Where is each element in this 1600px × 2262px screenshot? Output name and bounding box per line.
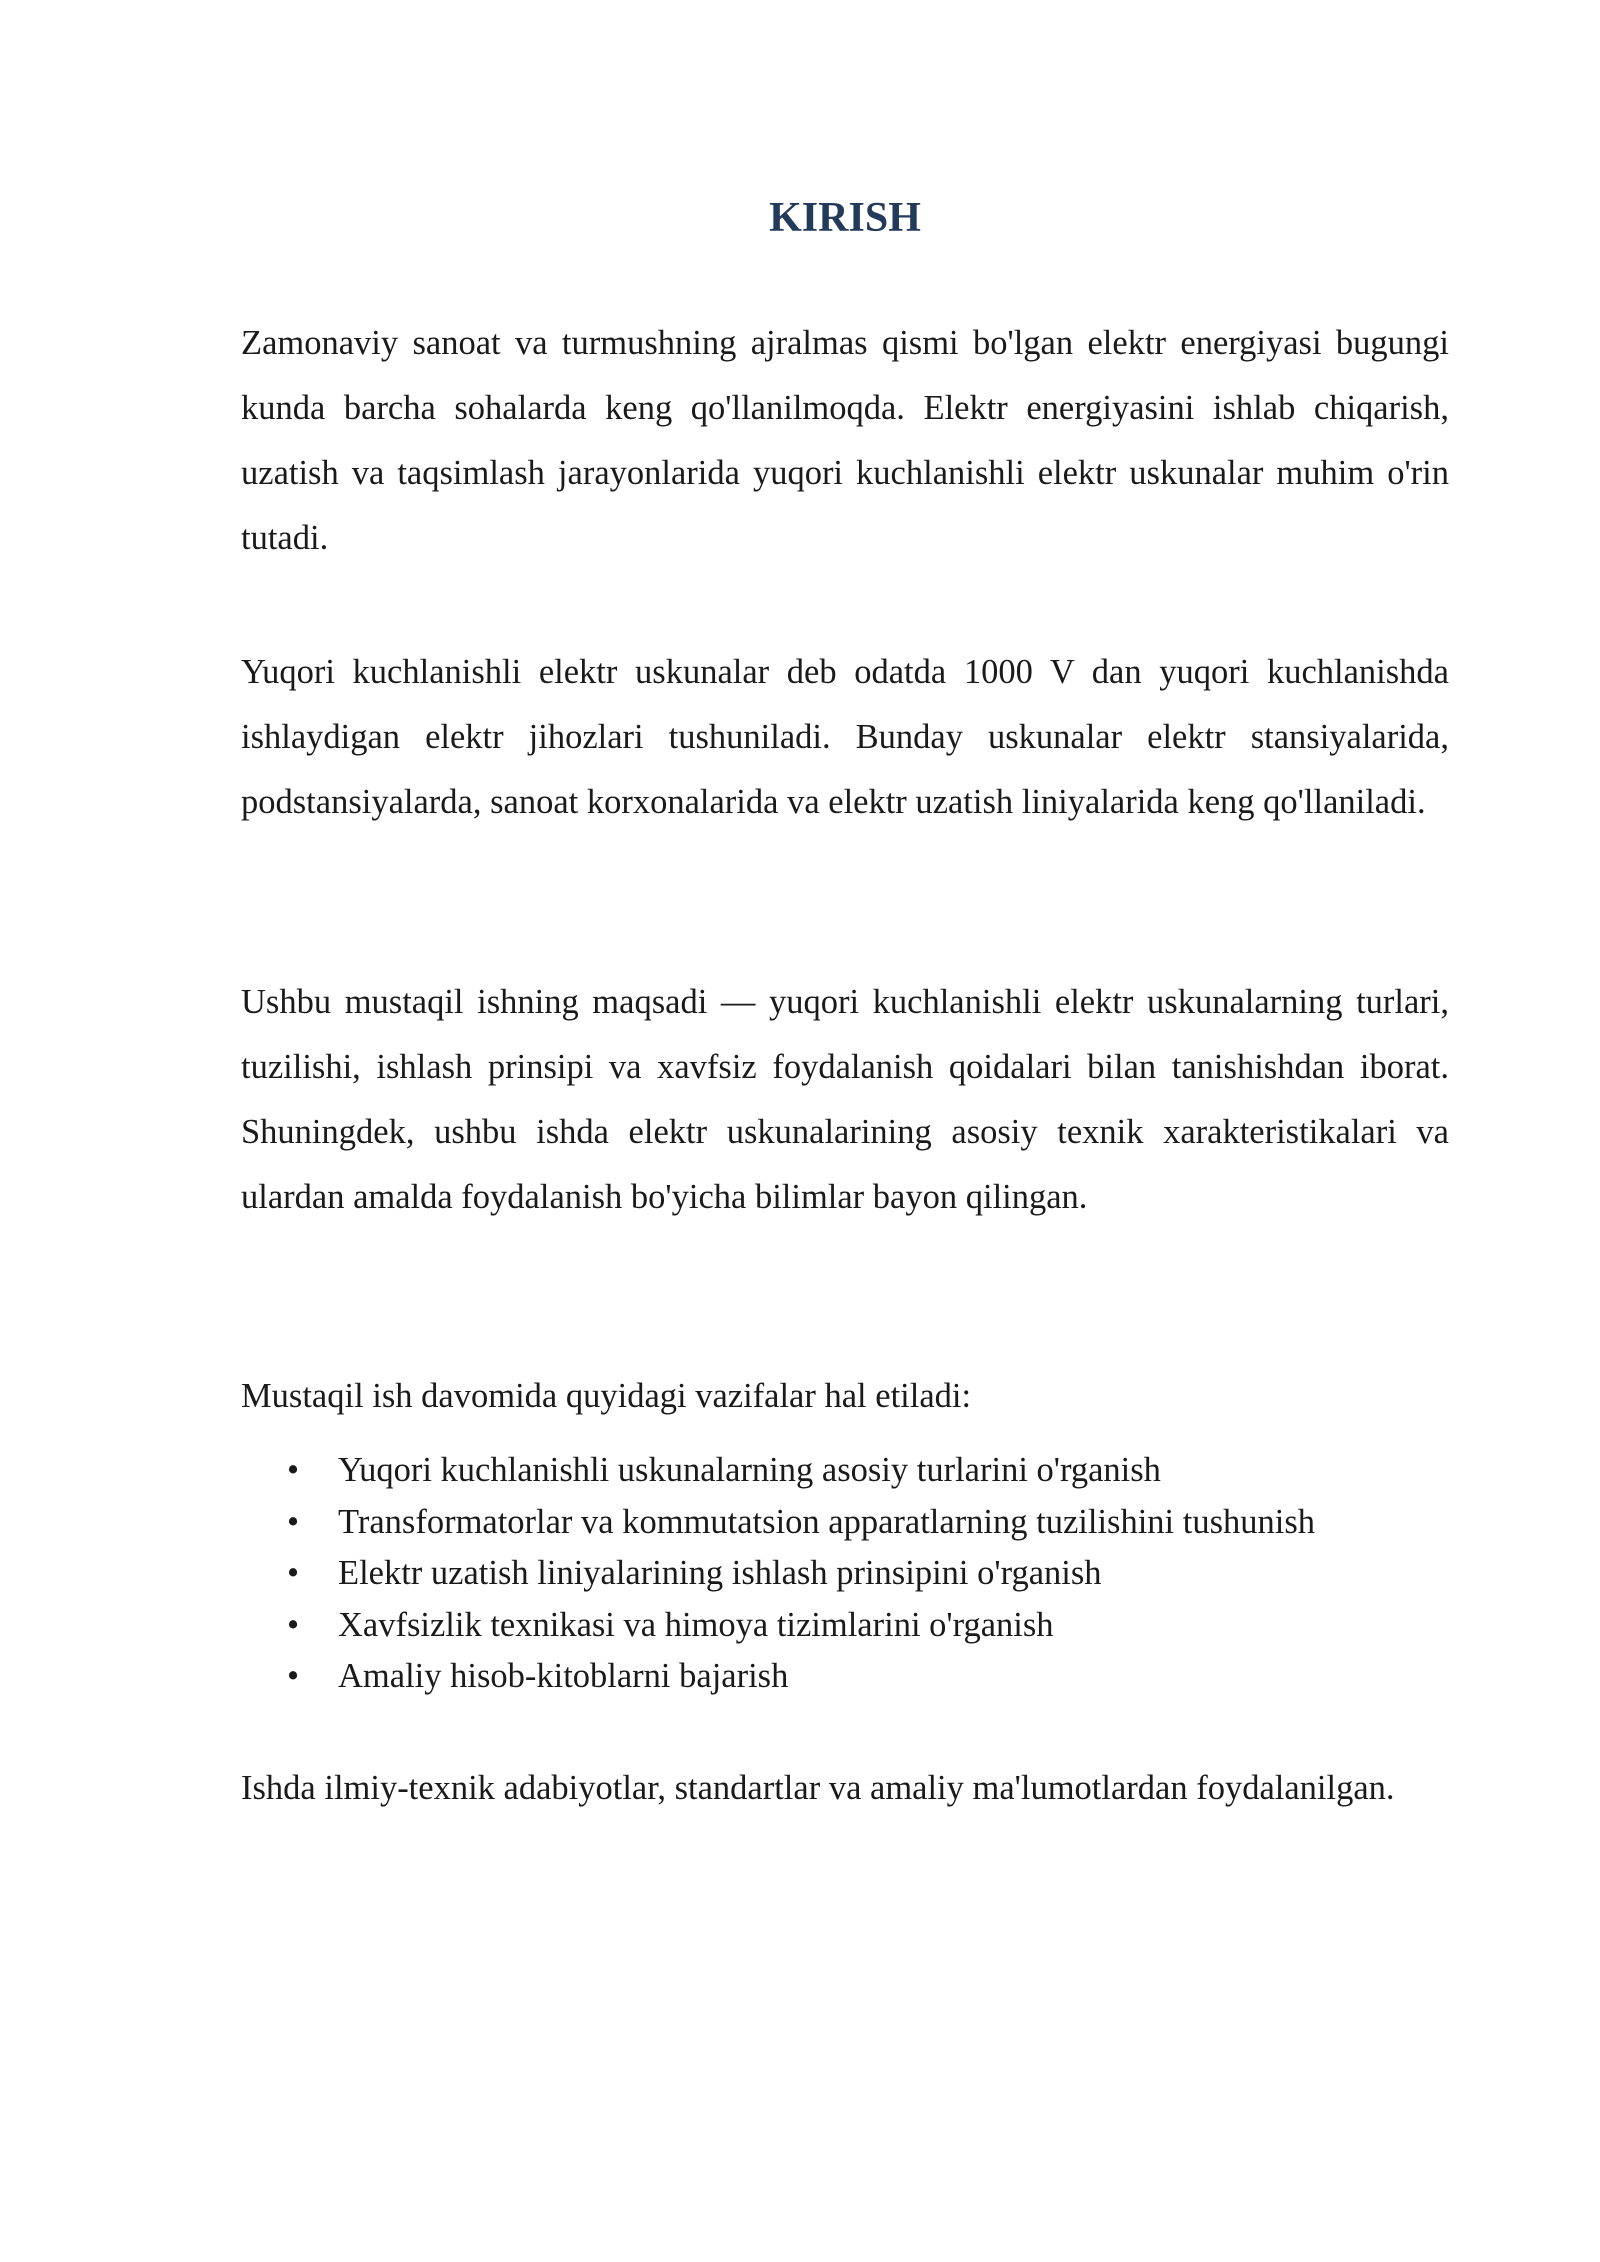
- goal-paragraph: Ushbu mustaqil ishning maqsadi — yuqori kuchlanishli elektr uskunalarning turlari, tuzilishi, ishlash prinsipi va xavfsiz foydalanish qoidalari bilan tanishishdan iborat. Shuningdek, ushbu ishda elektr uskunalarining asosiy texnik xarakteristikalari va ulardan amalda foydalanish bo'yicha bilimlar bayon qilingan.: [241, 983, 1449, 1216]
- list-item: [241, 1497, 1449, 1549]
- list-item-text: Transformatorlar va kommutatsion apparatlarning tuzilishini tushunish: [338, 1502, 1316, 1541]
- bullet-icon: •: [287, 1554, 300, 1592]
- list-item-text: Elektr uzatish liniyalarining ishlash prinsipini o'rganish: [338, 1554, 1102, 1592]
- list-item-text: Xavfsizlik texnikasi va himoya tizimlarini o'rganish: [338, 1605, 1054, 1644]
- sources-paragraph: Ishda ilmiy-texnik adabiyotlar, standartlar va amaliy ma'lumotlardan foydalanilgan.: [241, 1769, 1395, 1807]
- list-item: [241, 1600, 1449, 1652]
- bullet-icon: •: [287, 1451, 300, 1489]
- list-item-text: Yuqori kuchlanishli uskunalarning asosiy turlarini o'rganish: [338, 1451, 1161, 1489]
- bullet-icon: •: [287, 1657, 300, 1695]
- definition-paragraph: Yuqori kuchlanishli elektr uskunalar deb odatda 1000 V dan yuqori kuchlanishda ishlaydigan elektr jihozlari tushuniladi. Bunday uskunalar elektr stansiyalarida, podstansiyalarda, sanoat korxonalarida va elektr uzatish liniyalarida keng qo'llaniladi.: [241, 653, 1449, 821]
- intro-paragraph: Zamonaviy sanoat va turmushning ajralmas qismi bo'lgan elektr energiyasi bugungi kunda barcha sohalarda keng qo'llanilmoqda. Elektr energiyasini ishlab chiqarish, uzatish va taqsimlash jarayonlarida yuqori kuchlanishli elektr uskunalar muhim o'rin tutadi.: [241, 324, 1449, 557]
- list-item: [241, 1445, 1449, 1497]
- bullet-icon: •: [287, 1605, 300, 1644]
- tasks-list: [241, 1445, 1449, 1703]
- list-item: [241, 1651, 1449, 1703]
- list-item-text: Amaliy hisob-kitoblarni bajarish: [338, 1657, 789, 1695]
- bullet-icon: •: [287, 1502, 300, 1541]
- list-item: [241, 1548, 1449, 1600]
- page-title: KIRISH: [769, 195, 921, 241]
- tasks-intro-paragraph: Mustaqil ish davomida quyidagi vazifalar hal etiladi:: [241, 1377, 972, 1415]
